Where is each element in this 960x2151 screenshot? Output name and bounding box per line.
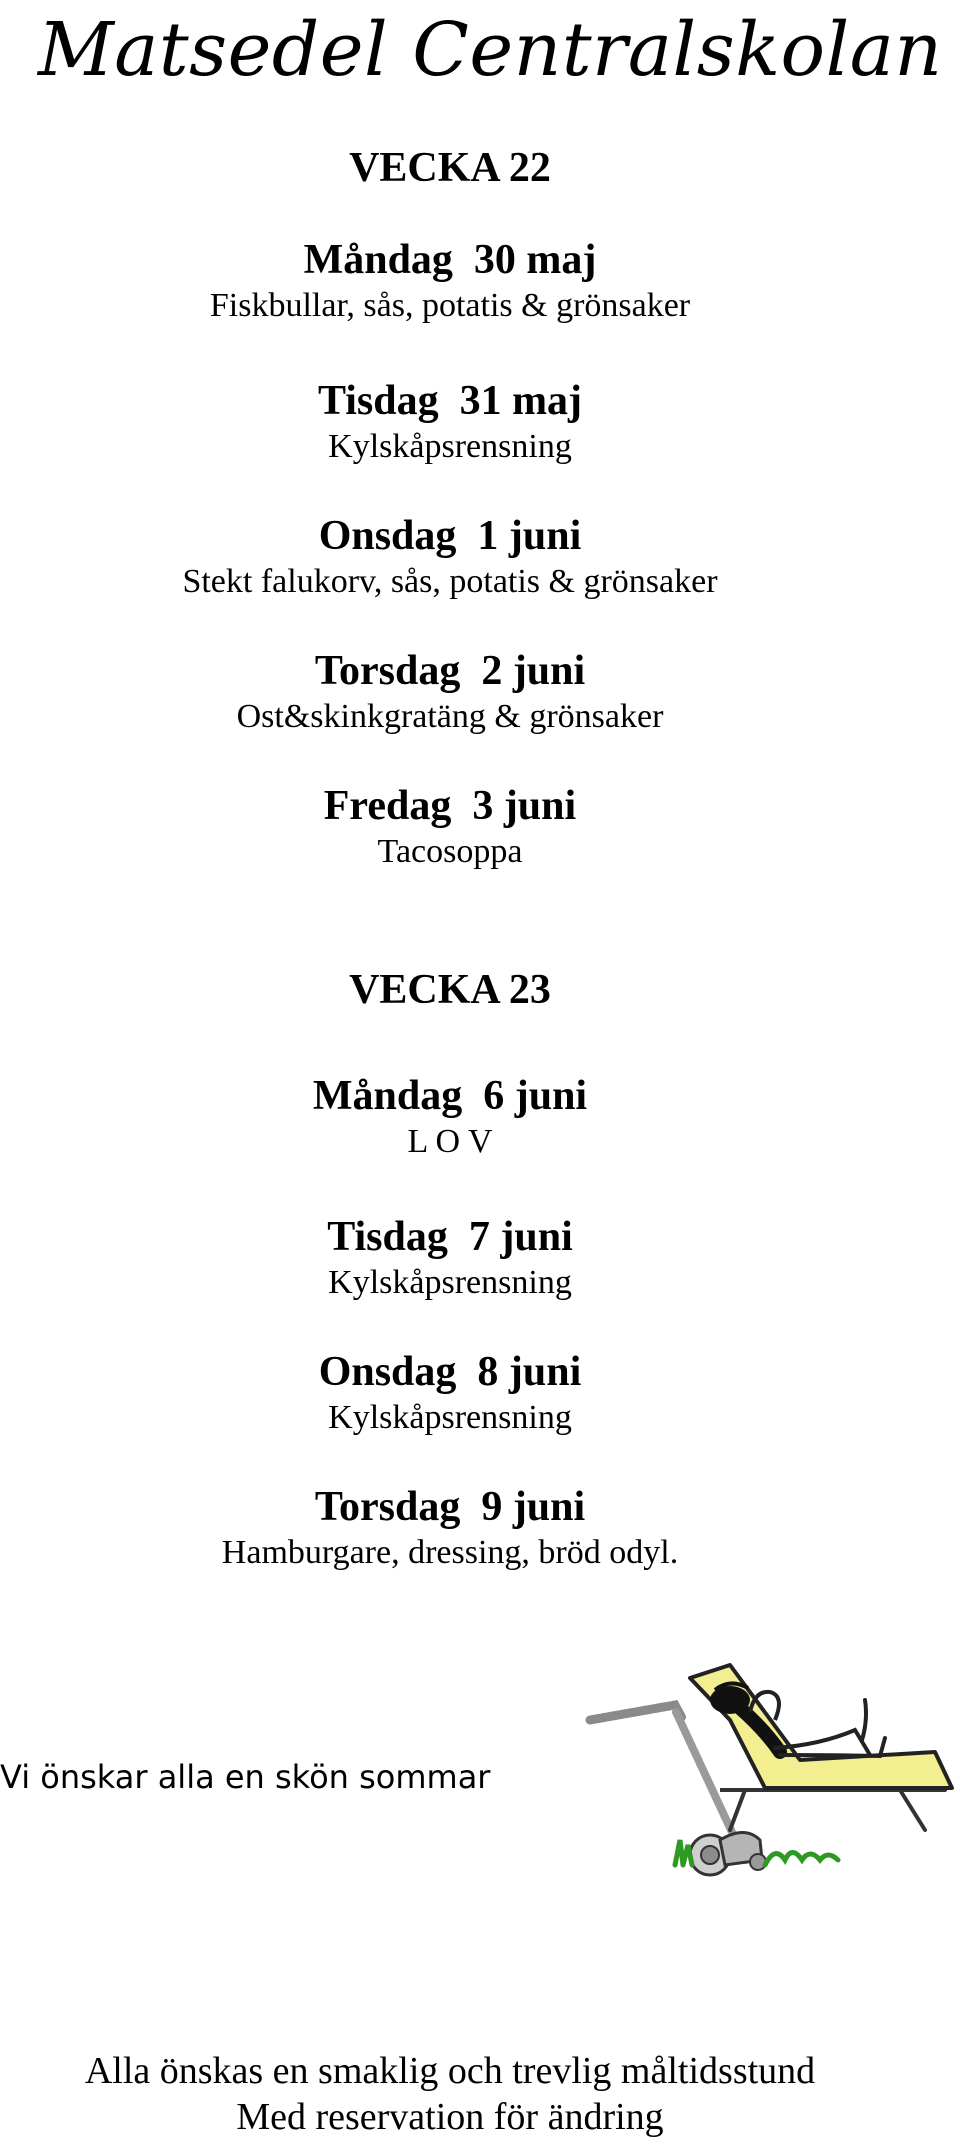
day-menu: L O V: [407, 1123, 493, 1160]
day-block: [0, 781, 900, 873]
page-title: Matsedel Centralskolan: [38, 7, 943, 93]
footer-line-1: Alla önskas en smaklig och trevlig måltidsstund: [84, 2050, 816, 2092]
day-menu: Ost&skinkgratäng & grönsaker: [236, 698, 664, 735]
day-title: Fredag 3 juni: [323, 783, 577, 829]
day-block: [0, 1071, 900, 1163]
day-menu: Hamburgare, dressing, bröd odyl.: [221, 1534, 679, 1571]
day-title: Tisdag 31 maj: [317, 378, 583, 424]
week-22-heading: VECKA 22: [349, 145, 551, 191]
day-title: Måndag 6 juni: [312, 1073, 588, 1119]
footer-line-2: Med reservation för ändring: [236, 2096, 664, 2138]
week-23-heading: VECKA 23: [349, 967, 551, 1013]
day-title: Måndag 30 maj: [303, 237, 597, 283]
day-title: Tisdag 7 juni: [327, 1214, 573, 1260]
day-block: [0, 1212, 900, 1304]
day-title: Torsdag 2 juni: [314, 648, 586, 694]
day-menu: Tacosoppa: [377, 833, 523, 870]
day-menu: Kylskåpsrensning: [328, 1399, 572, 1436]
day-block: [0, 511, 900, 603]
day-block: [0, 376, 900, 468]
day-block: [0, 646, 900, 738]
day-menu: Kylskåpsrensning: [328, 428, 572, 465]
summer-message: Vi önskar alla en skön sommar: [0, 1758, 491, 1796]
day-menu: Fiskbullar, sås, potatis & grönsaker: [209, 287, 691, 324]
day-title: Torsdag 9 juni: [314, 1484, 586, 1530]
day-title: Onsdag 8 juni: [318, 1349, 582, 1395]
day-menu: Stekt falukorv, sås, potatis & grönsaker: [182, 563, 718, 600]
sunbather-and-lawnmower-icon: [580, 1660, 955, 1890]
day-block: [0, 1482, 900, 1574]
day-block: [0, 1347, 900, 1439]
day-menu: Kylskåpsrensning: [328, 1264, 572, 1301]
day-block: [0, 235, 900, 327]
day-title: Onsdag 1 juni: [318, 513, 582, 559]
